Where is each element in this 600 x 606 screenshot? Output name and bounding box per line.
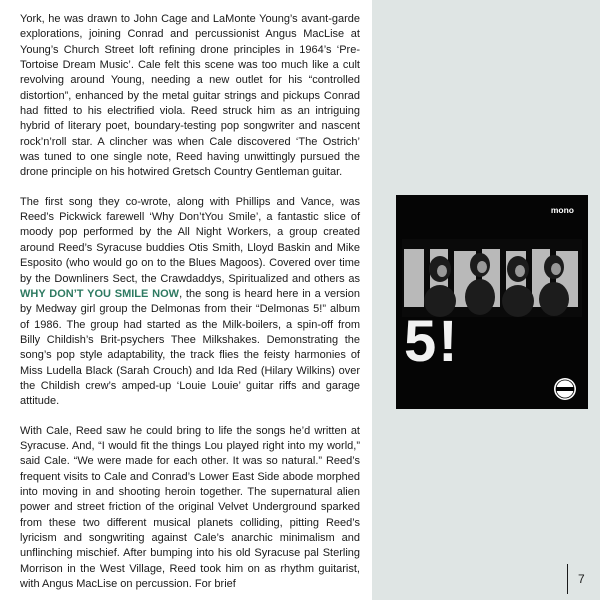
paragraph-2-text-a: The first song they co-wrote, along with Phillips and Vance, was Reed’s Pickwick farewell ‘Why Don’tYou Smile’, a fantastic slice of moody pop performed by the All Night Workers, a group created around Reed’s Syracuse buddies Otis Smith, Lloyd Baskin and Mike Esposito (who would go on to the Blues Magoos). Covered over time by the Downliners Sect, the Crawdaddys, Spiritualized and others as: [20, 195, 360, 285]
song-title-highlight: WHY DON’T YOU SMILE NOW: [20, 287, 180, 300]
band-photo: [402, 239, 582, 317]
album-numeral: 5!: [404, 309, 460, 374]
record-label-logo: [550, 377, 580, 401]
paragraph-1: York, he was drawn to John Cage and LaMonte Young’s avant-garde explorations, joining Conrad and percussionist Angus MacLise at Young’s Church Street loft refining drone principles in 1964’s ‘Pre-Tortoise Dream Music’. Cale felt this scene was too much like a cult revolving around Young, needing a new outlet for his “controlled distortion”, enhanced by the metal guitar strings and pickups Conrad had fitted to his electrified viola. Reed struck him as an intriguing hybrid of literary poet, boundary-testing pop songwriter and nascent rock’n’roll star. A clincher was when Cale discovered ‘The Ostrich’ was tuned to one single note, Reed having unwittingly pursued the drone principle on his hotwired Gretsch Country Gentleman guitar.: [20, 13, 360, 179]
article-body: [20, 12, 360, 606]
page-number: 7: [578, 572, 585, 586]
album-cover-image: [396, 195, 588, 409]
paragraph-3: With Cale, Reed saw he could bring to life the songs he’d written at Syracuse. And, “I would fit the things Lou played right into my world,” said Cale. “We were made for each other. It was so natural.” Reed’s frequent visits to Cale and Conrad’s Lower East Side abode morphed into moving in and shooting heroin together. The supernatural alien power and street friction of the original Velvet Underground sparked from these two different musical planets colliding, pitting Reed’s lyricism and songwriting against Cale’s anarchic minimalism and unflinching mischief. After bumping into his old Syracuse pal Sterling Morrison in the West Village, Reed took him on as rhythm guitarist, with Angus MacLise on percussion. For brief: [20, 424, 360, 591]
paragraph-2-text-b: , the song is heard here in a version by Medway girl group the Delmonas from their “Delmonas 5!” album of 1986. The group had started as the Milk-boilers, a spin-off from Billy Childish’s Brit-psychers Thee Milkshakes. Demonstrating the song’s pop style adaptability, the track flies the feisty harmonies of Miss Ludella Black (Sarah Crouch) and Ida Red (Hilary Wilkins) over the Childish crew’s amped-up ‘Louie Louie’ guitar riffs and garage attitude.: [20, 287, 360, 408]
paragraph-2: [20, 195, 360, 410]
page-number-rule: [567, 564, 568, 594]
mono-label: mono: [550, 205, 574, 215]
